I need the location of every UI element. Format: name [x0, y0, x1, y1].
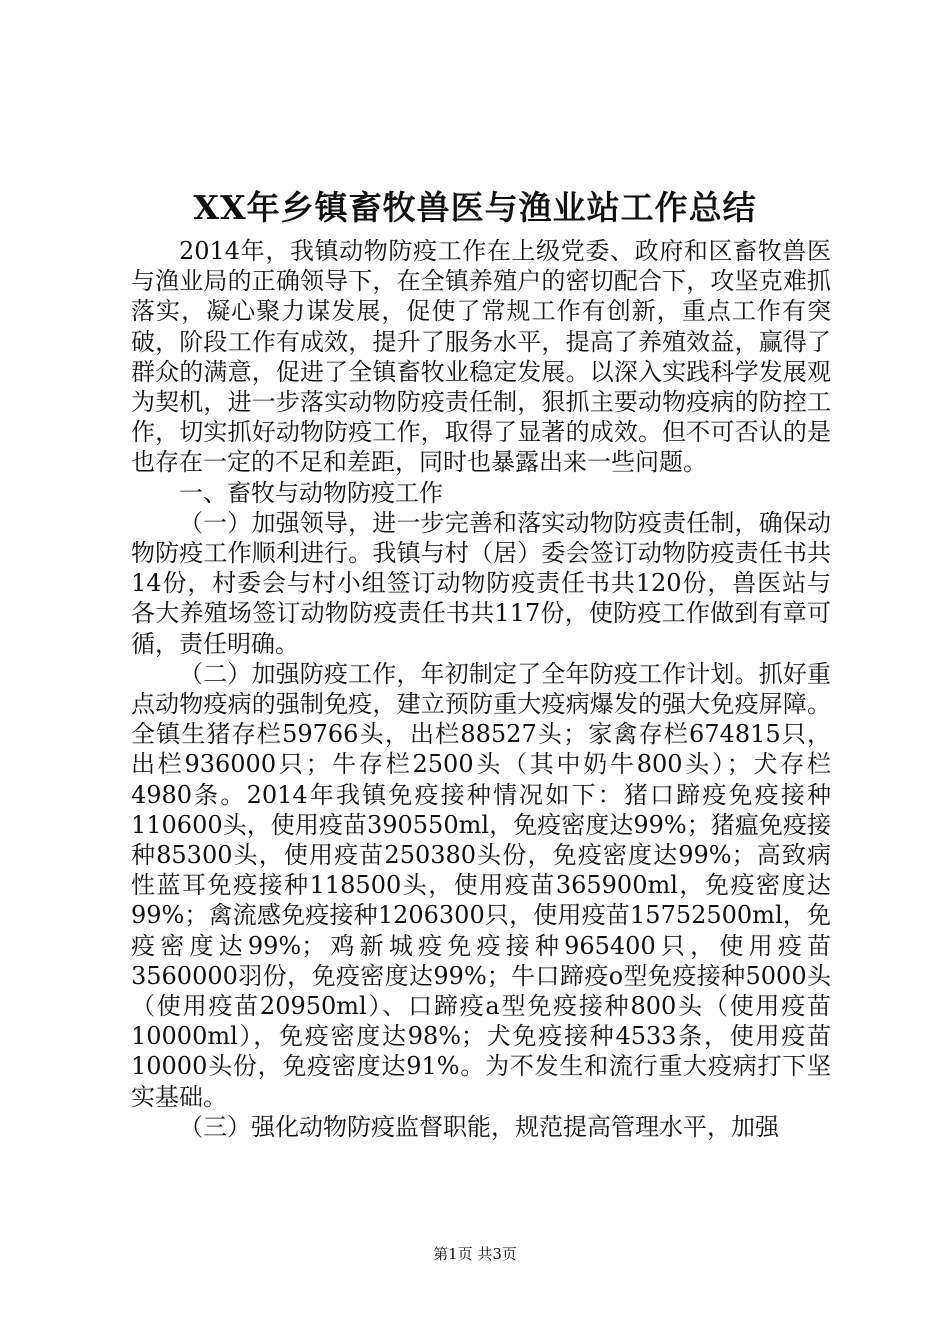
page-footer: [0, 1244, 950, 1264]
section-heading: 一、畜牧与动物防疫工作: [179, 478, 443, 507]
paragraph-section-1: （一）加强领导，进一步完善和落实动物防疫责任制，确保动物防疫工作顺利进行。我镇与村（居）委会签订动物防疫责任书共14份，村委会与村小组签订动物防疫责任书共120份，兽医站与各大养殖场签订动物防疫责任书共117份，使防疫工作做到有章可循，责任明确。: [131, 508, 831, 658]
paragraph-intro: 2014年，我镇动物防疫工作在上级党委、政府和区畜牧兽医与渔业局的正确领导下，在全镇养殖户的密切配合下，攻坚克难抓落实，凝心聚力谋发展，促使了常规工作有创新，重点工作有突破，阶段工作有成效，提升了服务水平，提高了养殖效益，赢得了群众的满意，促进了全镇畜牧业稳定发展。以深入实践科学发展观为契机，进一步落实动物防疫责任制，狠抓主要动物疫病的防控工作，切实抓好动物防疫工作，取得了显著的成效。但不可否认的是也存在一定的不足和差距，同时也暴露出来一些问题。: [131, 237, 831, 477]
document-title: XX年乡镇畜牧兽医与渔业站工作总结: [193, 188, 757, 227]
page-indicator: 第1页 共3页: [433, 1245, 517, 1263]
document-body: [131, 236, 831, 1142]
paragraph-section-3: （三）强化动物防疫监督职能，规范提高管理水平，加强: [179, 1112, 779, 1141]
paragraph-section-2: （二）加强防疫工作，年初制定了全年防疫工作计划。抓好重点动物疫病的强制免疫，建立预防重大疫病爆发的强大免疫屏障。全镇生猪存栏59766头，出栏88527头；家禽存栏674815只，出栏936000只；牛存栏2500头（其中奶牛800头）；犬存栏4980条。2014年我镇免疫接种情况如下：猪口蹄疫免疫接种110600头，使用疫苗390550ml，免疫密度达99%；猪瘟免疫接种85300头，使用疫苗250380头份，免疫密度达99%；高致病性蓝耳免疫接种118500头，使用疫苗365900ml，免疫密度达99%；禽流感免疫接种1206300只，使用疫苗15752500ml，免疫密度达99%；鸡新城疫免疫接种965400只，使用疫苗3560000羽份，免疫密度达99%；牛口蹄疫o型免疫接种5000头（使用疫苗20950ml）、口蹄疫a型免疫接种800头（使用疫苗10000ml），免疫密度达98%；犬免疫接种4533条，使用疫苗10000头份，免疫密度达91%。为不发生和流行重大疫病打下坚实基础。: [131, 659, 831, 1111]
